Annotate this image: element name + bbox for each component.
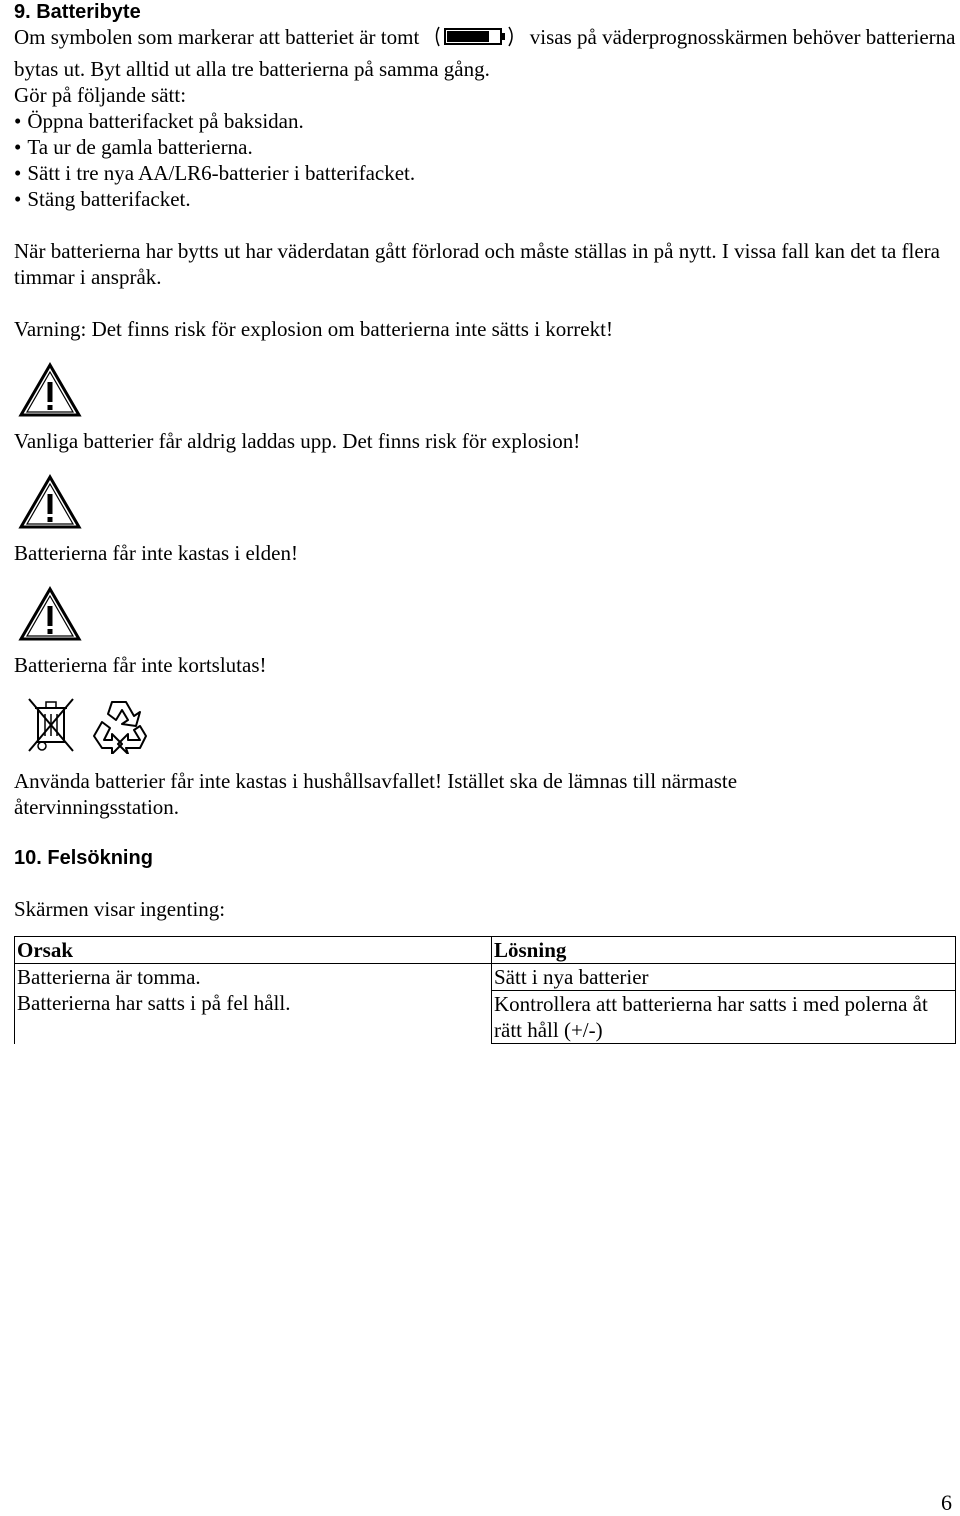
intro-paragraph	[14, 24, 956, 82]
section-9-title: 9. Batteribyte	[14, 1, 141, 23]
document-page	[14, 0, 956, 1044]
section-10-subtitle: Skärmen visar ingenting:	[14, 897, 226, 921]
list-item: • Sätt i tre nya AA/LR6-batterier i batterifacket.	[14, 160, 956, 186]
warning-triangle-icon	[18, 474, 956, 536]
steps-list	[14, 108, 956, 212]
table-header-row	[15, 937, 956, 964]
header-solution: Lösning	[492, 937, 956, 964]
page-number: 6	[941, 1490, 952, 1515]
warning-triangle-icon	[18, 362, 956, 424]
list-item: • Öppna batterifacket på baksidan.	[14, 108, 956, 134]
warning-text: Batterierna får inte kortslutas!	[14, 653, 267, 677]
how-to-label: Gör på följande sätt:	[14, 83, 187, 107]
intro-after-icon: visas på väderprognosskärmen behöver batterierna bytas ut. Byt alltid ut alla tre batterierna på samma gång.	[14, 25, 956, 81]
data-loss-note: När batterierna har bytts ut har väderdatan gått förlorad och måste ställas in på nytt. I vissa fall kan det ta flera timmar i anspråk.	[14, 239, 940, 289]
list-item: • Stäng batterifacket.	[14, 186, 956, 212]
list-item: • Ta ur de gamla batterierna.	[14, 134, 956, 160]
explosion-warning: Varning: Det finns risk för explosion om batterierna inte sätts i korrekt!	[14, 317, 613, 341]
disposal-icons	[26, 700, 956, 760]
crossed-out-bin-icon	[26, 696, 78, 760]
empty-battery-icon	[433, 24, 517, 56]
cause-cell: Batterierna har satts i på fel håll.	[17, 991, 291, 1015]
solution-cell: Sätt i nya batterier	[492, 964, 955, 991]
table-row	[15, 964, 956, 1044]
disposal-note: Använda batterier får inte kastas i hushållsavfallet! Istället ska de lämnas till närmaste återvinningsstation.	[14, 769, 738, 819]
solution-cell: Kontrollera att batterierna har satts i med polerna åt rätt håll (+/-)	[494, 992, 928, 1042]
cause-cell: Batterierna är tomma.	[17, 965, 201, 989]
recycling-icon	[88, 696, 150, 760]
section-10-title: 10. Felsökning	[14, 847, 153, 869]
warning-text: Vanliga batterier får aldrig laddas upp. Det finns risk för explosion!	[14, 429, 581, 453]
warning-triangle-icon	[18, 586, 956, 648]
troubleshooting-table	[14, 936, 956, 1044]
intro-before-icon: Om symbolen som markerar att batteriet är tomt	[14, 25, 420, 49]
warning-text: Batterierna får inte kastas i elden!	[14, 541, 298, 565]
header-cause: Orsak	[15, 937, 492, 964]
